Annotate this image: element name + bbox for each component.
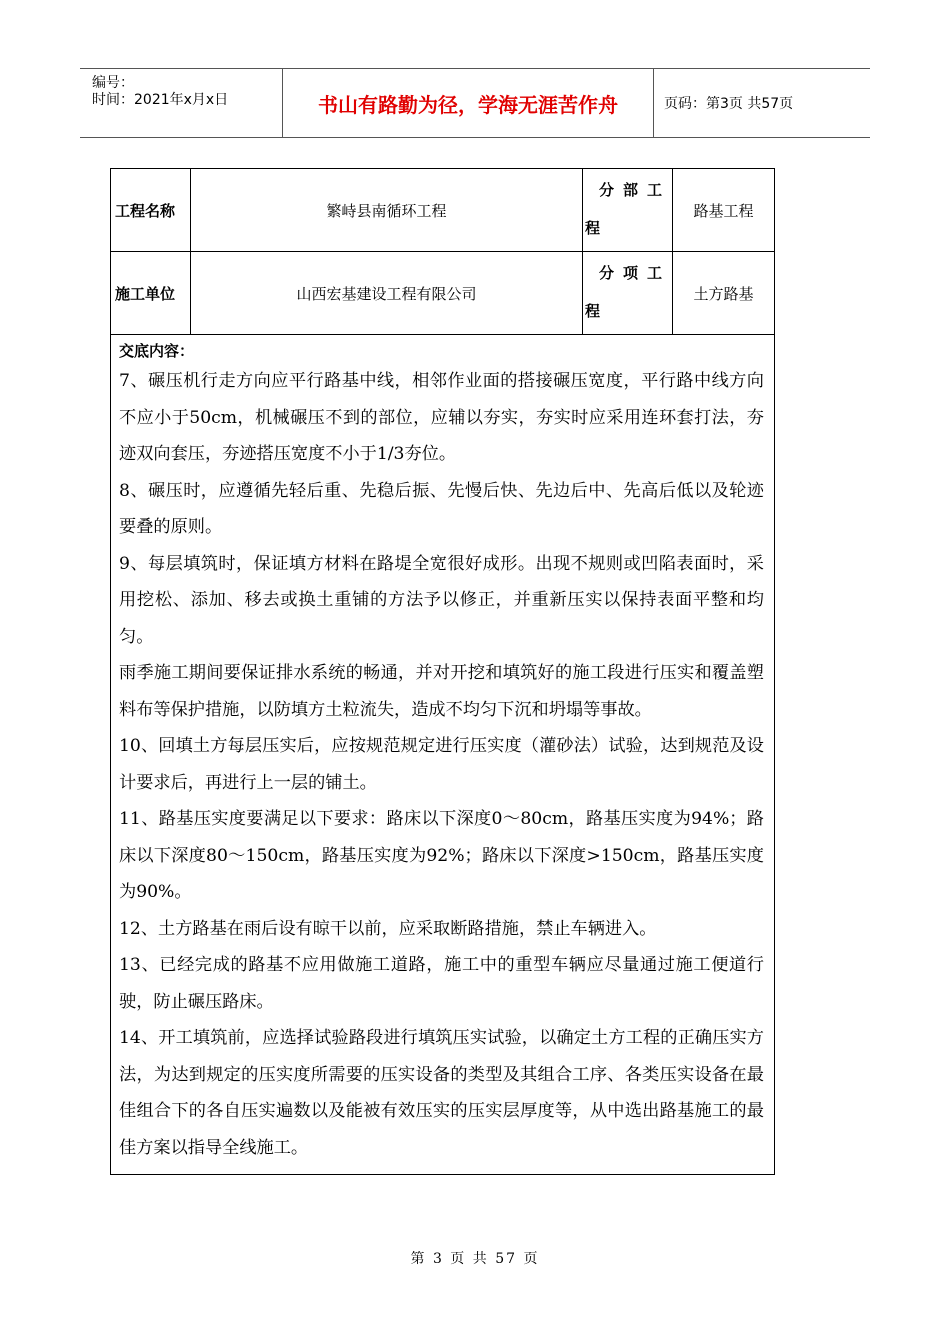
header-meta [80,69,282,137]
content-paragraph: 雨季施工期间要保证排水系统的畅通，并对开挖和填筑好的施工段进行压实和覆盖塑料布等保护措施，以防填方土粒流失，造成不均匀下沉和坍塌等事故。 [119,663,764,720]
content-paragraph: 13、已经完成的路基不应用做施工道路，施工中的重型车辆应尽量通过施工便道行驶，防止碾压路床。 [119,955,764,1012]
disclosure-table [110,168,775,1175]
item-label [583,252,673,335]
division-label-part-1: 分部工 [599,181,672,199]
item-label-part-1: 分项工 [599,264,672,282]
content-title: 交底内容： [119,342,195,360]
division-value: 路基工程 [673,169,775,252]
header-motto: 书山有路勤为径，学海无涯苦作舟 [282,69,654,137]
construction-unit-label: 施工单位 [111,252,191,335]
project-name-label: 工程名称 [111,169,191,252]
construction-unit-value: 山西宏基建设工程有限公司 [191,252,583,335]
item-label-part-2: 程 [585,302,601,320]
content-paragraph: 7、碾压机行走方向应平行路基中线，相邻作业面的搭接碾压宽度，平行路中线方向不应小于50cm，机械碾压不到的部位，应辅以夯实，夯实时应采用连环套打法，夯迹双向套压，夯迹搭压宽度不小于1/3夯位。 [119,371,764,464]
content-paragraph: 9、每层填筑时，保证填方材料在路堤全宽很好成形。出现不规则或凹陷表面时，采用挖松、添加、移去或换土重铺的方法予以修正，并重新压实以保持表面平整和均匀。 [119,553,764,647]
content-paragraph: 8、碾压时，应遵循先轻后重、先稳后振、先慢后快、先边后中、先高后低以及轮迹要叠的原则。 [119,480,764,537]
table-row-unit [111,252,775,335]
division-label [583,169,673,252]
content-paragraph: 10、回填土方每层压实后，应按规范规定进行压实度（灌砂法）试验，达到规范及设计要求后，再进行上一层的铺土。 [119,736,764,793]
disclosure-content [111,335,775,1175]
content-paragraph: 14、开工填筑前，应选择试验路段进行填筑压实试验，以确定土方工程的正确压实方法，为达到规定的压实度所需要的压实设备的类型及其组合工序、各类压实设备在最佳组合下的各自压实遍数以及能被有效压实的压实层厚度等，从中选出路基施工的最佳方案以指导全线施工。 [119,1028,764,1158]
header-page-label: 页码：第3页 共57页 [664,96,794,112]
table-row-content [111,335,775,1175]
division-label-part-2: 程 [585,219,601,237]
content-paragraph: 11、路基压实度要满足以下要求：路床以下深度0～80cm，路基压实度为94%；路床以下深度80～150cm，路基压实度为92%；路床以下深度>150cm，路基压实度为90%。 [119,809,764,902]
page-footer: 第 3 页 共 57 页 [410,1251,540,1267]
project-name-value: 繁峙县南循环工程 [191,169,583,252]
table-row-project [111,169,775,252]
content-paragraph: 12、土方路基在雨后设有晾干以前，应采取断路措施，禁止车辆进入。 [119,918,657,939]
page-header [80,68,870,138]
item-value: 土方路基 [673,252,775,335]
document-time-label: 时间：2021年x月x日 [92,92,229,108]
document-number-label: 编号： [92,75,134,91]
